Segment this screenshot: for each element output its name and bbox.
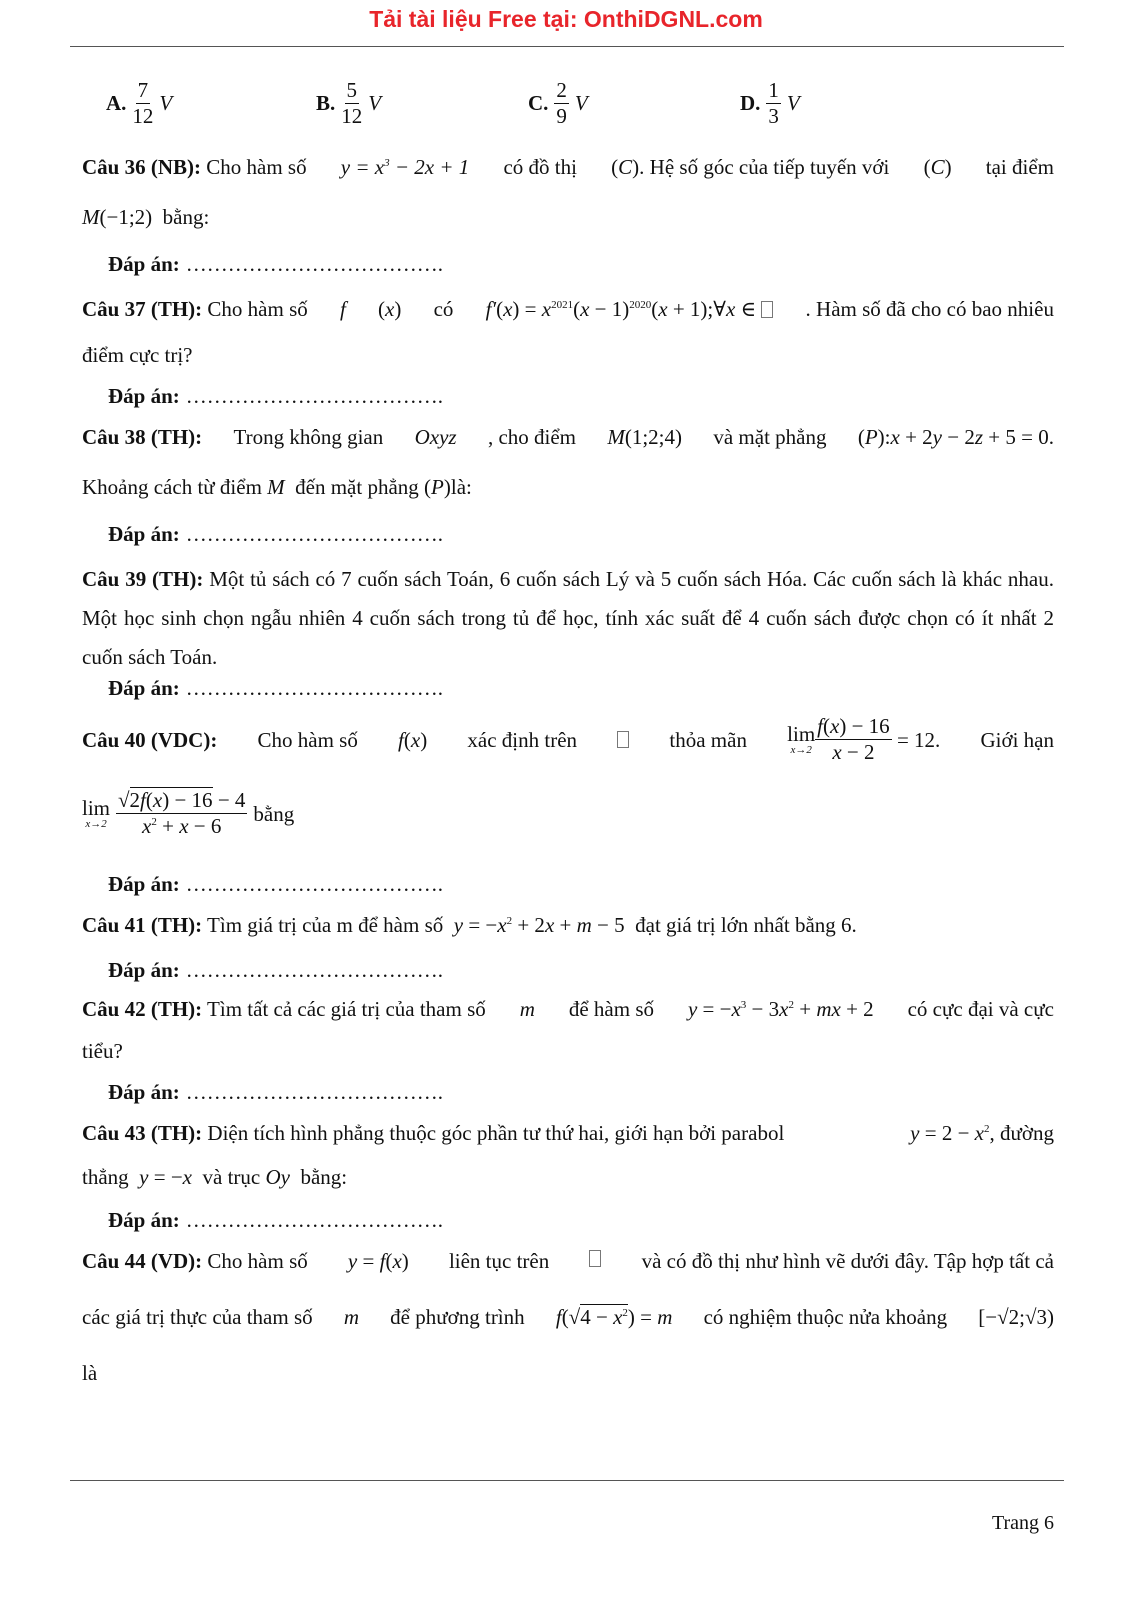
question-40-line2: lim x→2 $\frac{√2f(x) - 16 - 4}{x^2 + x - 6}$ bằng [82,788,295,838]
question-44-line3: là [82,1361,98,1385]
question-41: Câu 41 (TH): Tìm giá trị của m để hàm số $y = -x^2 + 2x + m - 5$ đạt giá trị lớn nhất bằng 6. [82,913,857,937]
answer-36: Đáp án: ………………………………. [108,252,444,276]
question-44-line2: các giá trị thực của tham số m để phương trình $f(√4 - x^2) = m$ có nghiệm thuộc nửa khoảng [−√2;√3) [82,1305,1054,1329]
question-42: Câu 42 (TH): Tìm tất cả các giá trị của tham số m để hàm số $y = -x^3 - 3x^2$ + mx + 2 có cực đại và cực [82,997,1054,1021]
question-37: Câu 37 (TH): Cho hàm số f (x) có $f'(x) = x^{2021}(x - 1)^{2020}(x$ + 1);∀x ∈ . Hàm số đã cho có bao nhiêu [82,297,1054,321]
option-c: C. $\frac{2}{9}$ V [528,78,588,128]
real-set-glyph [761,301,773,318]
question-38-line2: Khoảng cách từ điểm M đến mặt phẳng (P)là: [82,475,472,499]
answer-40: Đáp án: ………………………………. [108,872,444,896]
real-set-glyph [617,731,629,748]
header-rule [70,46,1064,47]
question-36: Câu 36 (NB): Cho hàm số $y = x^3 - 2x + 1$ có đồ thị (C). Hệ số góc của tiếp tuyến với (C) tại điểm [82,155,1054,179]
question-43-line2: thẳng y = −x và trục Oy bằng: [82,1165,348,1189]
footer-rule [70,1480,1064,1481]
real-set-glyph [589,1250,601,1267]
download-banner[interactable]: Tải tài liệu Free tại: OnthiDGNL.com [369,6,763,32]
question-43: Câu 43 (TH): Diện tích hình phẳng thuộc góc phần tư thứ hai, giới hạn bởi parabol $y = 2 - x^2$, đường [82,1121,1054,1145]
question-39: Câu 39 (TH): Một tủ sách có 7 cuốn sách Toán, 6 cuốn sách Lý và 5 cuốn sách Hóa. Các cuốn sách là khác nhau. Một học sinh chọn ngẫu nhiên 4 cuốn sách trong tủ để học, tính xác suất để 4 cuốn sách được chọn có ít nhất 2 cuốn sách Toán. [82,567,1054,669]
answer-42: Đáp án: ………………………………. [108,1080,444,1104]
question-37-line2: điểm cực trị? [82,343,193,367]
answer-39: Đáp án: ………………………………. [108,676,444,700]
page-number: Trang 6 [991,1512,1054,1534]
answer-43: Đáp án: ………………………………. [108,1208,444,1232]
option-a: A. $\frac{7}{12}$ V [106,78,173,128]
option-b: B. $\frac{5}{12}$ V [316,78,382,128]
question-36-line2: M(−1;2) bằng: [82,205,210,229]
answer-41: Đáp án: ………………………………. [108,958,444,982]
question-44: Câu 44 (VD): Cho hàm số y = f(x) liên tục trên và có đồ thị như hình vẽ dưới đây. Tập hợp tất cả [82,1249,1054,1273]
question-40: Câu 40 (VDC): Cho hàm số f(x) xác định trên thỏa mãn lim x→2 $\frac{f(x) - 16}{x - 2}$ = 12. Giới hạn [82,714,1054,764]
question-38: Câu 38 (TH): Trong không gian Oxyz , cho điểm M(1;2;4) và mặt phẳng (P):x + 2y − 2z + 5 = 0. [82,425,1054,449]
answer-38: Đáp án: ………………………………. [108,522,444,546]
option-d: D. $\frac{1}{3}$ V [740,78,800,128]
question-42-line2: tiểu? [82,1039,123,1063]
answer-37: Đáp án: ………………………………. [108,384,444,408]
